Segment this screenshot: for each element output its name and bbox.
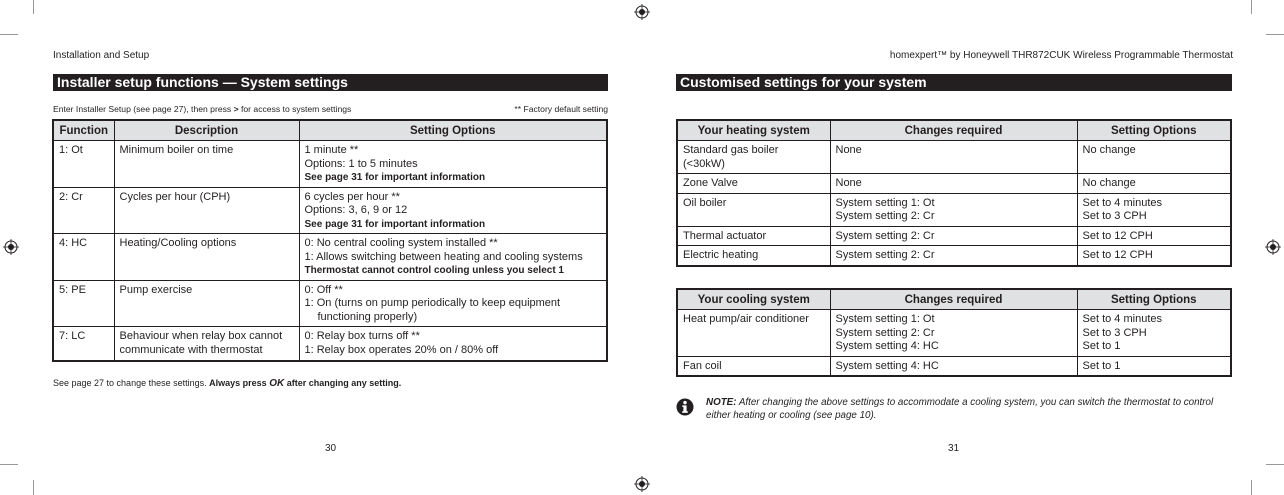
table-row xyxy=(677,310,1231,357)
footer-text: See page 27 to change these settings. xyxy=(53,378,207,388)
crop-mark xyxy=(1251,480,1252,495)
page-number: 31 xyxy=(948,443,960,454)
cell-line: System setting 1: Ot xyxy=(835,196,935,209)
changes-cell xyxy=(830,141,1077,174)
function-code: 1: Ot xyxy=(53,141,114,188)
column-header: Your heating system xyxy=(677,120,830,141)
options-cell xyxy=(1077,356,1231,376)
crop-mark xyxy=(1251,0,1252,14)
options-cell xyxy=(299,187,607,234)
options-cell xyxy=(1077,226,1231,246)
table-row xyxy=(53,187,607,234)
crop-mark xyxy=(33,0,34,14)
cell-line: 0: Relay box turns off ** xyxy=(304,330,420,342)
cell-line: System setting 4: HC xyxy=(835,340,939,352)
cell-line: Set to 1 xyxy=(1082,340,1121,352)
crop-mark xyxy=(0,464,18,465)
options-cell xyxy=(299,141,607,188)
changes-cell xyxy=(830,174,1077,194)
system-cell xyxy=(677,193,830,226)
system-cell xyxy=(677,226,830,246)
intro-text: Enter Installer Setup (see page 27), then press xyxy=(53,104,232,114)
cell-line: Cycles per hour (CPH) xyxy=(119,190,231,203)
cell-line: Heat pump/air conditioner xyxy=(683,313,809,325)
cell-line: 1: Relay box operates 20% on / 80% off xyxy=(304,343,499,356)
crop-mark xyxy=(1266,464,1284,465)
system-cell xyxy=(677,310,830,357)
footer-note xyxy=(53,378,401,389)
page-number: 30 xyxy=(325,443,337,454)
cell-line: Behaviour when relay box cannot xyxy=(119,330,283,342)
column-header: Setting Options xyxy=(1077,289,1231,310)
cell-line: Fan coil xyxy=(683,359,722,372)
table-row xyxy=(677,141,1231,174)
cell-line: No change xyxy=(1082,144,1136,156)
cell-line: System setting 4: HC xyxy=(835,359,939,372)
cell-line: 1 minute ** xyxy=(304,144,359,156)
cell-line: Thermal actuator xyxy=(683,229,767,242)
column-header: Setting Options xyxy=(1077,120,1231,141)
table-row xyxy=(53,327,607,361)
crop-mark xyxy=(1266,34,1284,35)
changes-cell xyxy=(830,356,1077,376)
table-row xyxy=(53,280,607,327)
function-code: 7: LC xyxy=(53,327,114,361)
column-header: Description xyxy=(114,120,299,141)
intro-line xyxy=(53,104,608,114)
footer-text-bold: Always press xyxy=(209,378,267,388)
cell-line: communicate with thermostat xyxy=(119,343,263,356)
info-icon xyxy=(676,398,694,416)
description-cell xyxy=(114,327,299,361)
cell-line: Set to 1 xyxy=(1082,359,1121,372)
options-cell xyxy=(299,234,607,281)
options-cell xyxy=(299,280,607,327)
registration-mark-icon xyxy=(634,476,650,492)
description-cell xyxy=(114,234,299,281)
changes-cell xyxy=(830,310,1077,357)
note-label: NOTE: xyxy=(706,397,737,408)
table-row xyxy=(53,141,607,188)
footer-text-bold: after changing any setting. xyxy=(286,378,402,388)
cell-line: System setting 1: Ot xyxy=(835,313,935,325)
cell-line: (<30kW) xyxy=(683,157,725,170)
column-header: Changes required xyxy=(830,120,1077,141)
cell-line: No change xyxy=(1082,177,1136,189)
important-note: See page 31 for important information xyxy=(304,172,486,183)
cell-line: Heating/Cooling options xyxy=(119,237,237,249)
changes-cell xyxy=(830,226,1077,246)
options-cell xyxy=(299,327,607,361)
description-cell xyxy=(114,141,299,188)
description-cell xyxy=(114,280,299,327)
cell-line: 1: On (turns on pump periodically to keep equipment xyxy=(304,297,561,309)
table-row xyxy=(677,193,1231,226)
cell-line: 0: Off ** xyxy=(304,283,343,296)
cell-line: 1: Allows switching between heating and cooling systems xyxy=(304,250,583,263)
cell-line: None xyxy=(835,177,862,189)
cell-line: Standard gas boiler xyxy=(683,144,779,156)
registration-mark-icon xyxy=(3,239,19,255)
ok-key-label: OK xyxy=(269,378,285,389)
changes-cell xyxy=(830,246,1077,266)
cooling-note xyxy=(706,396,1226,422)
table-row xyxy=(677,226,1231,246)
crop-mark xyxy=(33,480,34,495)
column-header: Function xyxy=(53,120,114,141)
registration-mark-icon xyxy=(1265,239,1281,255)
cell-line: System setting 2: Cr xyxy=(835,249,935,261)
registration-mark-icon xyxy=(634,4,650,20)
cell-line: functioning properly) xyxy=(317,310,418,323)
cooling-system-table xyxy=(676,288,1232,377)
cell-line: Pump exercise xyxy=(119,283,193,296)
table-row xyxy=(677,356,1231,376)
table-row xyxy=(677,174,1231,194)
cell-line: Oil boiler xyxy=(683,196,727,209)
cell-line: System setting 2: Cr xyxy=(835,229,935,242)
system-cell xyxy=(677,174,830,194)
crop-mark xyxy=(0,34,18,35)
cell-line: Set to 4 minutes xyxy=(1082,313,1162,325)
cell-line: 0: No central cooling system installed ** xyxy=(304,237,498,249)
options-cell xyxy=(1077,246,1231,266)
function-code: 4: HC xyxy=(53,234,114,281)
function-code: 5: PE xyxy=(53,280,114,327)
arrow-key-icon: > xyxy=(233,104,239,114)
cell-line: Set to 3 CPH xyxy=(1082,326,1147,339)
column-header: Your cooling system xyxy=(677,289,830,310)
cell-line: Options: 3, 6, 9 or 12 xyxy=(304,204,408,216)
cell-line: Zone Valve xyxy=(683,177,738,189)
cell-line: Set to 12 CPH xyxy=(1082,229,1153,242)
cell-line: Options: 1 to 5 minutes xyxy=(304,157,418,170)
note-text: After changing the above settings to accommodate a cooling system, you can switch the thermostat to control either heating or cooling (see page 10). xyxy=(706,397,1214,421)
table-row xyxy=(53,234,607,281)
cell-line: 6 cycles per hour ** xyxy=(304,190,400,203)
cell-line: Set to 4 minutes xyxy=(1082,196,1162,209)
changes-cell xyxy=(830,193,1077,226)
installer-settings-table xyxy=(52,119,608,362)
cell-line: System setting 2: Cr xyxy=(835,210,935,222)
column-header: Setting Options xyxy=(299,120,607,141)
important-note: See page 31 for important information xyxy=(304,218,486,230)
cell-line: Electric heating xyxy=(683,249,759,261)
running-header: homexpert™ by Honeywell THR872CUK Wireless Programmable Thermostat xyxy=(889,50,1233,61)
options-cell xyxy=(1077,193,1231,226)
function-code: 2: Cr xyxy=(53,187,114,234)
heating-system-table xyxy=(676,119,1232,267)
options-cell xyxy=(1077,141,1231,174)
description-cell xyxy=(114,187,299,234)
system-cell xyxy=(677,141,830,174)
section-title: Installer setup functions — System settings xyxy=(53,74,608,91)
cell-line: System setting 2: Cr xyxy=(835,326,935,339)
important-note: Thermostat cannot control cooling unless you select 1 xyxy=(304,265,564,276)
cell-line: None xyxy=(835,144,862,156)
cell-line: Set to 3 CPH xyxy=(1082,210,1147,222)
factory-default-note: ** Factory default setting xyxy=(514,104,608,114)
intro-text: for access to system settings xyxy=(241,104,352,114)
running-header: Installation and Setup xyxy=(53,50,150,61)
table-row xyxy=(677,246,1231,266)
options-cell xyxy=(1077,174,1231,194)
column-header: Changes required xyxy=(830,289,1077,310)
cell-line: Set to 12 CPH xyxy=(1082,249,1153,261)
section-title: Customised settings for your system xyxy=(676,74,1232,91)
options-cell xyxy=(1077,310,1231,357)
system-cell xyxy=(677,246,830,266)
cell-line: Minimum boiler on time xyxy=(119,144,234,156)
system-cell xyxy=(677,356,830,376)
